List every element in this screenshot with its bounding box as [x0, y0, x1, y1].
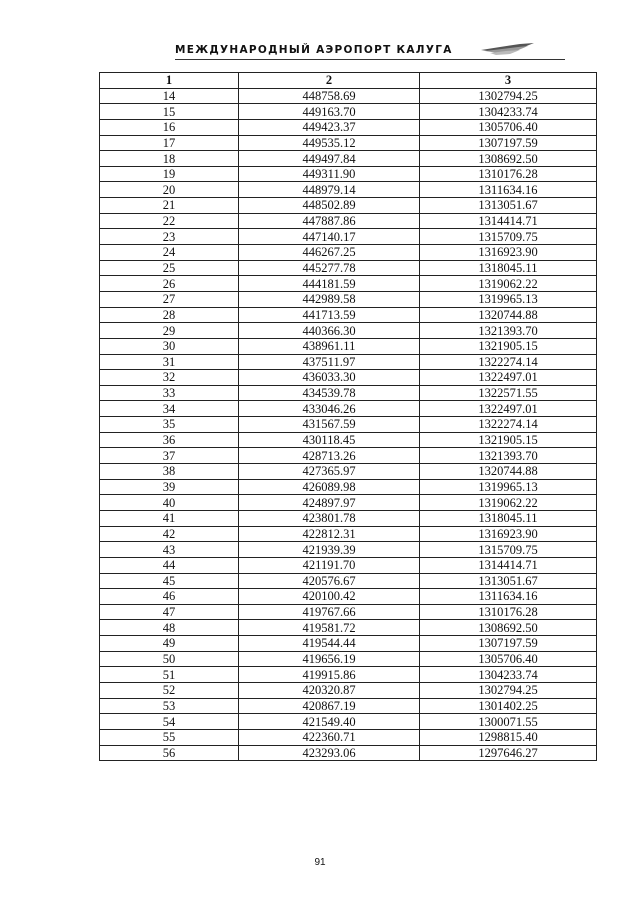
table-cell: 35	[100, 417, 239, 433]
table-cell: 1298815.40	[420, 729, 597, 745]
table-cell: 1315709.75	[420, 542, 597, 558]
table-cell: 449497.84	[239, 151, 420, 167]
table-cell: 1311634.16	[420, 589, 597, 605]
table-row	[100, 276, 597, 292]
table-row	[100, 135, 597, 151]
table-cell: 1319062.22	[420, 495, 597, 511]
table-cell: 1301402.25	[420, 698, 597, 714]
table-cell: 1318045.11	[420, 510, 597, 526]
table-cell: 1321905.15	[420, 432, 597, 448]
table-cell: 1320744.88	[420, 464, 597, 480]
table-cell: 445277.78	[239, 260, 420, 276]
table-cell: 431567.59	[239, 417, 420, 433]
table-cell: 28	[100, 307, 239, 323]
table-cell: 420576.67	[239, 573, 420, 589]
table-cell: 1322497.01	[420, 401, 597, 417]
table-cell: 438961.11	[239, 338, 420, 354]
table-cell: 423293.06	[239, 745, 420, 761]
table-cell: 419915.86	[239, 667, 420, 683]
table-cell: 1311634.16	[420, 182, 597, 198]
table-row	[100, 432, 597, 448]
airport-wing-logo-icon	[480, 42, 535, 56]
table-cell: 1320744.88	[420, 307, 597, 323]
table-cell: 437511.97	[239, 354, 420, 370]
table-row	[100, 338, 597, 354]
table-row	[100, 370, 597, 386]
table-row	[100, 714, 597, 730]
table-row	[100, 729, 597, 745]
table-row	[100, 573, 597, 589]
table-row	[100, 354, 597, 370]
table-row	[100, 307, 597, 323]
table-row	[100, 526, 597, 542]
table-cell: 45	[100, 573, 239, 589]
table-cell: 1319965.13	[420, 291, 597, 307]
table-cell: 420320.87	[239, 682, 420, 698]
table-cell: 440366.30	[239, 323, 420, 339]
table-row	[100, 464, 597, 480]
table-cell: 446267.25	[239, 245, 420, 261]
table-cell: 423801.78	[239, 510, 420, 526]
table-cell: 1310176.28	[420, 604, 597, 620]
table-row	[100, 291, 597, 307]
table-cell: 422812.31	[239, 526, 420, 542]
table-cell: 421549.40	[239, 714, 420, 730]
table-row	[100, 667, 597, 683]
table-cell: 1300071.55	[420, 714, 597, 730]
table-cell: 40	[100, 495, 239, 511]
table-cell: 1297646.27	[420, 745, 597, 761]
table-cell: 20	[100, 182, 239, 198]
table-cell: 1316923.90	[420, 245, 597, 261]
table-cell: 421191.70	[239, 557, 420, 573]
table-cell: 1321393.70	[420, 323, 597, 339]
table-row	[100, 542, 597, 558]
table-row	[100, 323, 597, 339]
table-cell: 1310176.28	[420, 166, 597, 182]
table-row	[100, 182, 597, 198]
table-cell: 19	[100, 166, 239, 182]
table-cell: 1305706.40	[420, 651, 597, 667]
table-row	[100, 198, 597, 214]
table-cell: 441713.59	[239, 307, 420, 323]
table-cell: 1313051.67	[420, 198, 597, 214]
header-rule	[175, 59, 565, 60]
table-cell: 1319062.22	[420, 276, 597, 292]
table-cell: 426089.98	[239, 479, 420, 495]
table-row	[100, 229, 597, 245]
table-cell: 1302794.25	[420, 88, 597, 104]
table-cell: 1308692.50	[420, 620, 597, 636]
table-cell: 55	[100, 729, 239, 745]
table-cell: 34	[100, 401, 239, 417]
table-cell: 1302794.25	[420, 682, 597, 698]
table-cell: 16	[100, 119, 239, 135]
table-cell: 1305706.40	[420, 119, 597, 135]
table-cell: 17	[100, 135, 239, 151]
table-cell: 41	[100, 510, 239, 526]
table-row	[100, 651, 597, 667]
table-row	[100, 119, 597, 135]
table-cell: 23	[100, 229, 239, 245]
table-cell: 1314414.71	[420, 213, 597, 229]
table-cell: 24	[100, 245, 239, 261]
table-cell: 1307197.59	[420, 636, 597, 652]
table-cell: 39	[100, 479, 239, 495]
table-cell: 44	[100, 557, 239, 573]
table-cell: 32	[100, 370, 239, 386]
table-cell: 434539.78	[239, 385, 420, 401]
table-cell: 448979.14	[239, 182, 420, 198]
table-cell: 1322274.14	[420, 417, 597, 433]
table-cell: 419581.72	[239, 620, 420, 636]
table-cell: 449163.70	[239, 104, 420, 120]
table-cell: 1314414.71	[420, 557, 597, 573]
table-cell: 29	[100, 323, 239, 339]
table-row	[100, 604, 597, 620]
table-cell: 419767.66	[239, 604, 420, 620]
table-cell: 50	[100, 651, 239, 667]
table-cell: 31	[100, 354, 239, 370]
table-cell: 30	[100, 338, 239, 354]
table-row	[100, 245, 597, 261]
table-cell: 1322571.55	[420, 385, 597, 401]
table-cell: 51	[100, 667, 239, 683]
table-cell: 419544.44	[239, 636, 420, 652]
table-cell: 424897.97	[239, 495, 420, 511]
coordinates-table	[99, 72, 597, 761]
table-cell: 1322497.01	[420, 370, 597, 386]
table-cell: 52	[100, 682, 239, 698]
table-cell: 448502.89	[239, 198, 420, 214]
table-cell: 1304233.74	[420, 667, 597, 683]
header-title: МЕЖДУНАРОДНЫЙ АЭРОПОРТ КАЛУГА	[175, 44, 453, 56]
table-row	[100, 620, 597, 636]
table-cell: 436033.30	[239, 370, 420, 386]
table-cell: 444181.59	[239, 276, 420, 292]
table-row	[100, 557, 597, 573]
table-row	[100, 104, 597, 120]
table-cell: 21	[100, 198, 239, 214]
table-cell: 22	[100, 213, 239, 229]
table-row	[100, 589, 597, 605]
table-cell: 18	[100, 151, 239, 167]
table-cell: 427365.97	[239, 464, 420, 480]
table-cell: 33	[100, 385, 239, 401]
table-cell: 14	[100, 88, 239, 104]
table-cell: 25	[100, 260, 239, 276]
table-cell: 53	[100, 698, 239, 714]
table-cell: 449311.90	[239, 166, 420, 182]
table-cell: 1308692.50	[420, 151, 597, 167]
table-row	[100, 479, 597, 495]
table-cell: 447140.17	[239, 229, 420, 245]
table-cell: 37	[100, 448, 239, 464]
table-cell: 38	[100, 464, 239, 480]
table-row	[100, 698, 597, 714]
table-cell: 433046.26	[239, 401, 420, 417]
table-cell: 1315709.75	[420, 229, 597, 245]
table-cell: 447887.86	[239, 213, 420, 229]
table-row	[100, 417, 597, 433]
table-cell: 49	[100, 636, 239, 652]
column-header: 3	[420, 73, 597, 89]
table-row	[100, 260, 597, 276]
table-cell: 420100.42	[239, 589, 420, 605]
table-cell: 26	[100, 276, 239, 292]
table-cell: 448758.69	[239, 88, 420, 104]
table-cell: 419656.19	[239, 651, 420, 667]
table-cell: 1316923.90	[420, 526, 597, 542]
table-cell: 48	[100, 620, 239, 636]
table-row	[100, 448, 597, 464]
table-cell: 1319965.13	[420, 479, 597, 495]
table-row	[100, 401, 597, 417]
column-header: 1	[100, 73, 239, 89]
table-row	[100, 510, 597, 526]
table-cell: 54	[100, 714, 239, 730]
table-cell: 422360.71	[239, 729, 420, 745]
table-row	[100, 213, 597, 229]
table-row	[100, 166, 597, 182]
table-cell: 15	[100, 104, 239, 120]
table-cell: 47	[100, 604, 239, 620]
table-cell: 449423.37	[239, 119, 420, 135]
table-cell: 27	[100, 291, 239, 307]
table-cell: 421939.39	[239, 542, 420, 558]
table-cell: 36	[100, 432, 239, 448]
table-cell: 449535.12	[239, 135, 420, 151]
table-cell: 1321905.15	[420, 338, 597, 354]
table-row	[100, 151, 597, 167]
table-row	[100, 682, 597, 698]
table-cell: 1318045.11	[420, 260, 597, 276]
table-cell: 56	[100, 745, 239, 761]
page-header	[175, 40, 565, 62]
table-cell: 442989.58	[239, 291, 420, 307]
column-header: 2	[239, 73, 420, 89]
table-cell: 430118.45	[239, 432, 420, 448]
table-row	[100, 88, 597, 104]
table-row	[100, 636, 597, 652]
table-cell: 1304233.74	[420, 104, 597, 120]
table-cell: 46	[100, 589, 239, 605]
table-cell: 428713.26	[239, 448, 420, 464]
table-cell: 1307197.59	[420, 135, 597, 151]
table-row	[100, 495, 597, 511]
table-cell: 1322274.14	[420, 354, 597, 370]
table-cell: 1321393.70	[420, 448, 597, 464]
table-cell: 1313051.67	[420, 573, 597, 589]
table-row	[100, 385, 597, 401]
table-cell: 420867.19	[239, 698, 420, 714]
table-header-row	[100, 73, 597, 89]
table-cell: 42	[100, 526, 239, 542]
table-cell: 43	[100, 542, 239, 558]
page-number: 91	[314, 857, 326, 868]
table-row	[100, 745, 597, 761]
